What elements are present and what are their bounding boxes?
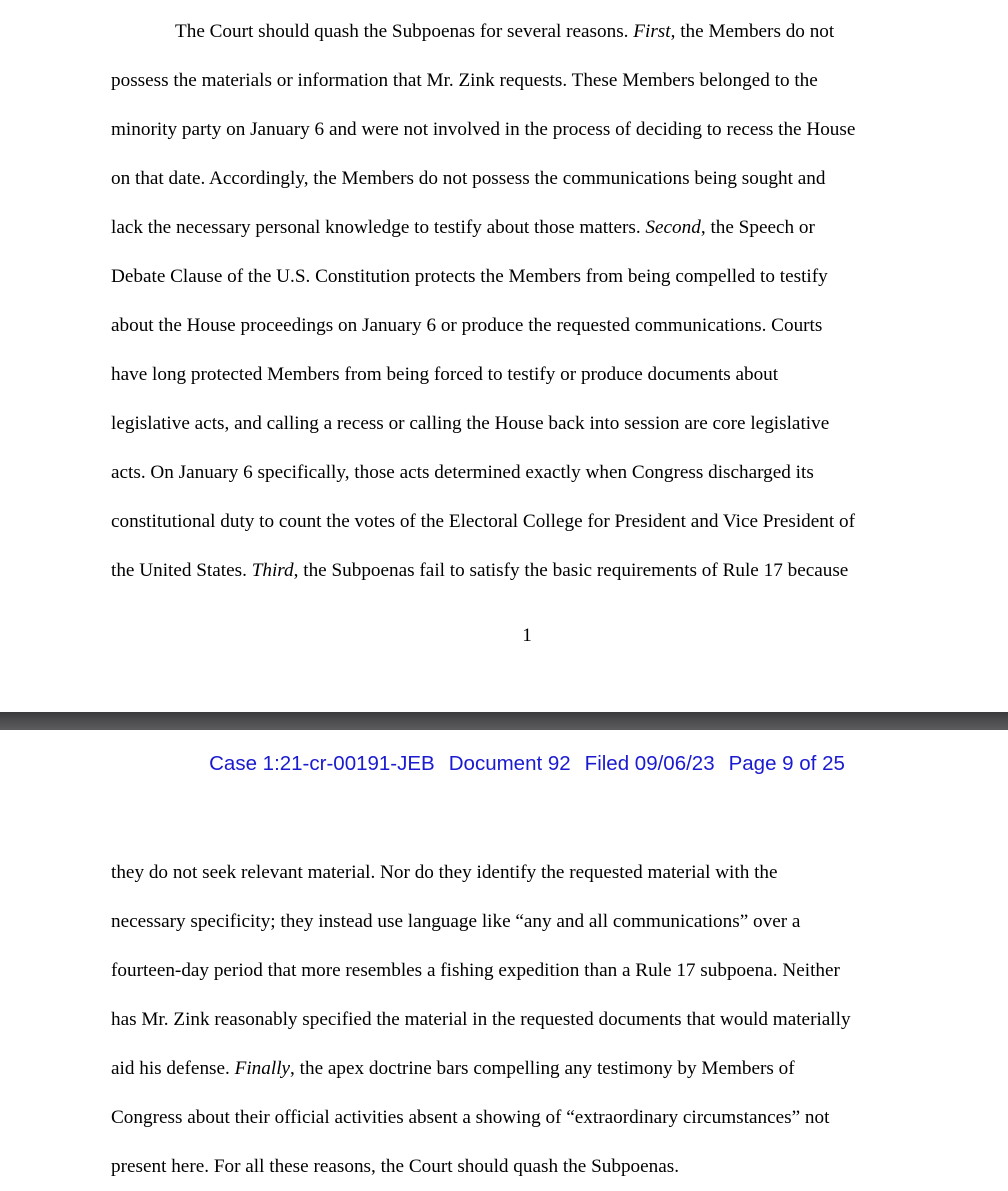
text-line: present here. For all these reasons, the Court should quash the Subpoenas. [111, 1156, 680, 1177]
text-line: constitutional duty to count the votes of the Electoral College for President and Vice President of [111, 511, 855, 532]
ecf-filing-header [0, 750, 1008, 778]
body-paragraph-bottom [111, 848, 951, 1191]
text-line: The Court should quash the Subpoenas for several reasons. First, the Members do not [175, 21, 835, 42]
page-separator [0, 712, 1008, 730]
header-page-count: Page 9 of 25 [728, 752, 845, 775]
text-line: on that date. Accordingly, the Members do not possess the communications being sought and [111, 168, 826, 189]
text-line: aid his defense. Finally, the apex doctrine bars compelling any testimony by Members of [111, 1058, 795, 1079]
header-case-number: Case 1:21-cr-00191-JEB [209, 752, 435, 775]
text-line: fourteen-day period that more resembles a fishing expedition than a Rule 17 subpoena. Neither [111, 960, 840, 981]
text-line: Debate Clause of the U.S. Constitution protects the Members from being compelled to testify [111, 266, 828, 287]
text-line: have long protected Members from being forced to testify or produce documents about [111, 364, 779, 385]
header-filed-date: Filed 09/06/23 [584, 752, 715, 775]
italic-term: Second [645, 217, 701, 238]
text-line: legislative acts, and calling a recess or calling the House back into session are core legislative [111, 413, 830, 434]
document-page-bottom [0, 730, 1008, 1184]
text-line: has Mr. Zink reasonably specified the material in the requested documents that would materially [111, 1009, 851, 1030]
text-line: lack the necessary personal knowledge to testify about those matters. Second, the Speech or [111, 217, 815, 238]
text-line: acts. On January 6 specifically, those acts determined exactly when Congress discharged its [111, 462, 814, 483]
body-paragraph-top [111, 7, 951, 595]
header-document-number: Document 92 [448, 752, 571, 775]
text-line: necessary specificity; they instead use language like “any and all communications” over a [111, 911, 801, 932]
text-line: they do not seek relevant material. Nor do they identify the requested material with the [111, 862, 778, 883]
italic-term: Third [251, 560, 294, 581]
text-line: the United States. Third, the Subpoenas fail to satisfy the basic requirements of Rule 17 because [111, 560, 849, 581]
italic-term: Finally [234, 1058, 291, 1079]
italic-term: First [633, 21, 671, 42]
text-line: possess the materials or information that Mr. Zink requests. These Members belonged to the [111, 70, 818, 91]
text-line: about the House proceedings on January 6 or produce the requested communications. Courts [111, 315, 823, 336]
text-line: minority party on January 6 and were not involved in the process of deciding to recess the House [111, 119, 856, 140]
text-line: Congress about their official activities absent a showing of “extraordinary circumstances” not [111, 1107, 830, 1128]
page-number: 1 [522, 625, 532, 646]
